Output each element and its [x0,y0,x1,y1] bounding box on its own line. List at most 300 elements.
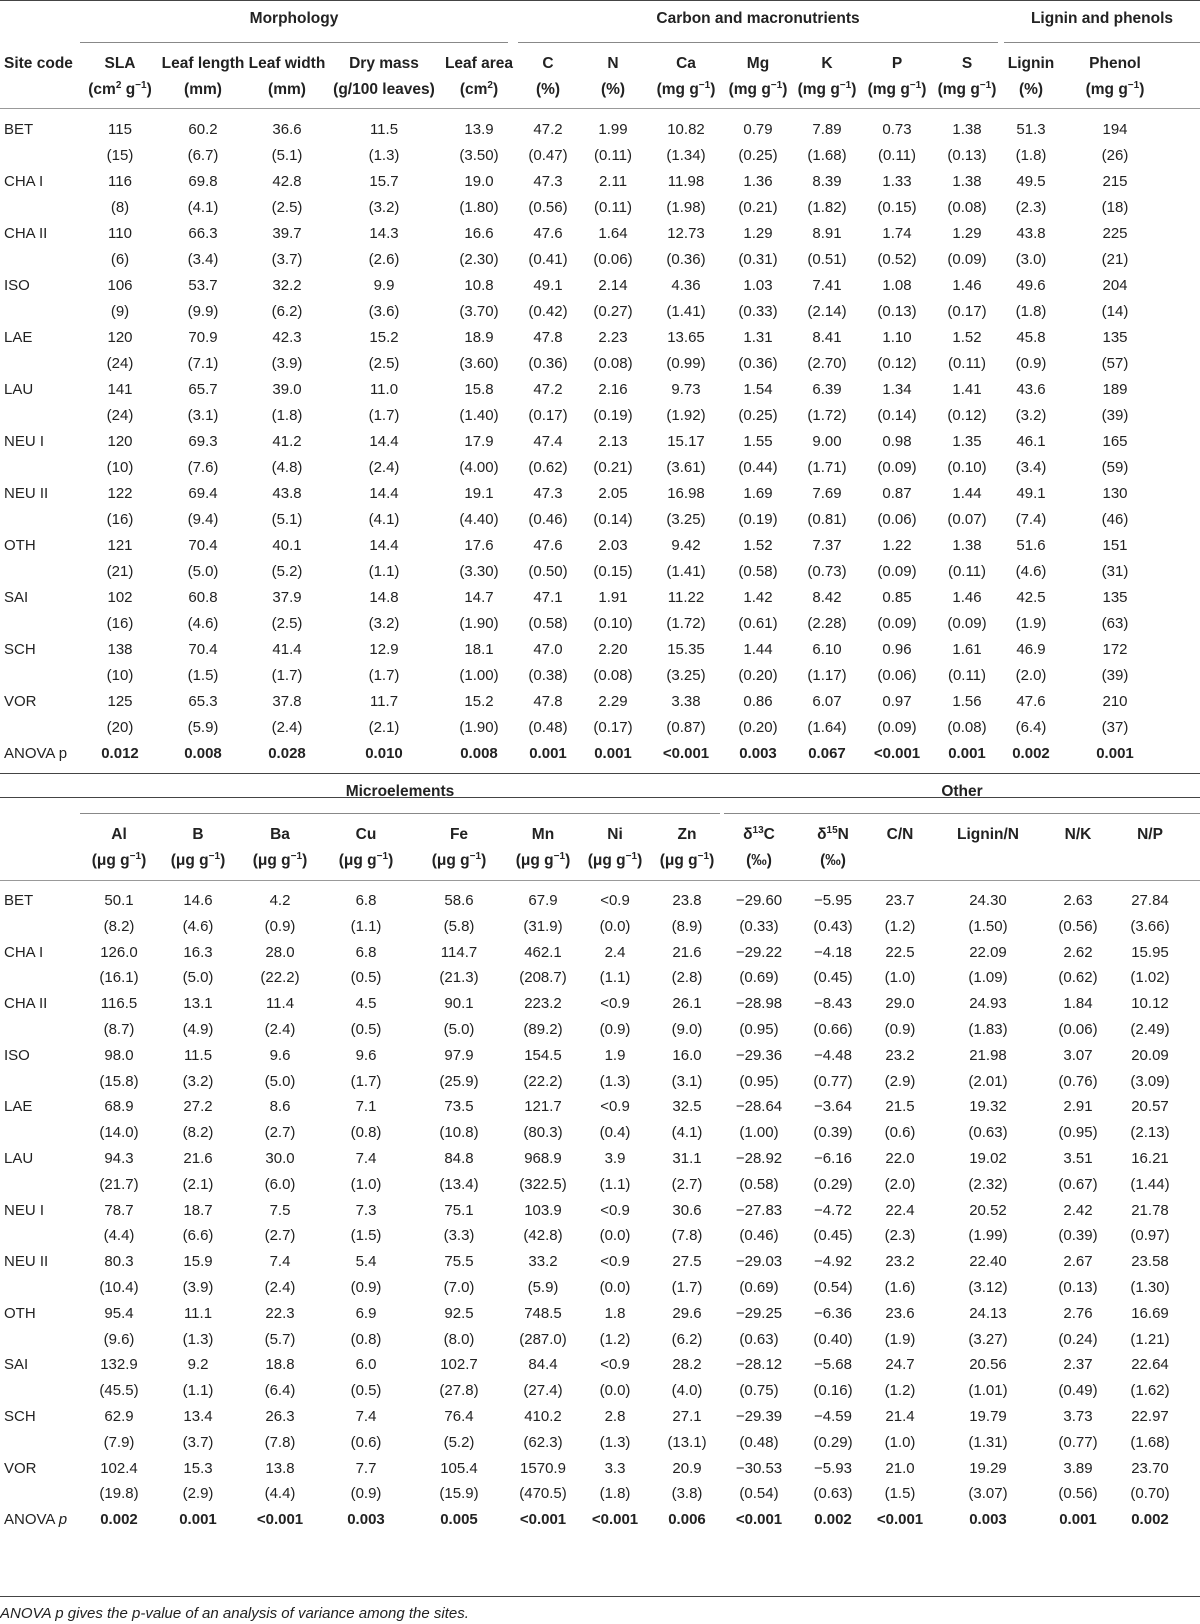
mean-value: <0.9 [600,1356,630,1374]
column-header [796,822,870,874]
sd-value: (10) [106,667,134,684]
sd-value: (0.13) [877,303,917,320]
mean-value: 14.7 [464,589,494,606]
mean-value: 67.9 [528,892,558,909]
site-code: VOR [4,1459,37,1477]
mean-value: 43.6 [1016,381,1046,398]
mean-value: 19.0 [464,173,494,190]
sd-value: (1.5) [187,667,219,684]
mean-value: 1.31 [743,329,773,346]
mean-value: 223.2 [524,995,562,1013]
mean-value: 14.4 [369,433,399,450]
sd-value: (0.9) [1015,355,1047,372]
group-morphology: Morphology [249,10,339,27]
mean-value: 27.1 [672,1408,702,1425]
header-superscript: 2 [487,79,493,91]
mean-value: 21.98 [969,1046,1007,1064]
anova-p-value: <0.001 [873,745,921,762]
mean-value: 135 [1102,329,1128,346]
mean-value: 13.8 [265,1459,295,1477]
mean-value: −5.68 [814,1356,852,1374]
mean-value: 1.9 [604,1046,626,1064]
mean-value: 15.9 [183,1253,213,1271]
sd-value: (7.1) [187,355,219,372]
mean-value: 50.1 [104,892,134,909]
header-line-1 [238,822,322,848]
sd-value: (57) [1101,355,1129,372]
sd-value: (2.0) [1015,667,1047,684]
header-text: Phenol [1089,55,1141,72]
site-code: NEU I [4,433,45,450]
table-row-sd [0,559,1200,585]
anova-label-text: ANOVA [4,1511,59,1529]
sd-value: (2.3) [1015,199,1047,216]
sd-value: (0.61) [738,615,778,632]
sd-value: (1.2) [884,1382,916,1400]
sd-value: (24) [106,407,134,424]
mean-value: 3.73 [1063,1408,1093,1425]
sd-value: (1.1) [182,1382,214,1400]
mean-value: 135 [1102,589,1128,606]
mean-value: 7.41 [812,277,842,294]
sd-value: (3.0) [1015,251,1047,268]
header-text: Ni [607,826,623,843]
sd-value: (9.0) [671,1021,703,1038]
header-line-1 [792,51,862,77]
sd-value: (0.08) [593,355,633,372]
mean-value: 125 [107,693,133,710]
sd-value: (4.6) [187,615,219,632]
sd-value: (1.99) [968,1227,1008,1245]
sd-value: (0.19) [593,407,633,424]
sd-value: (0.52) [877,251,917,268]
sd-value: (0.95) [1058,1124,1098,1142]
header-superscript: −1 [553,850,566,862]
sd-value: (3.30) [459,563,499,580]
header-unit: (%) [535,81,561,98]
column-header [440,51,518,103]
header-unit: (μg g [659,852,698,869]
mean-value: 2.03 [598,537,628,554]
sd-value: (3.4) [187,251,219,268]
header-superscript: −1 [129,850,142,862]
table-row [0,481,1200,507]
header-line-1 [508,822,578,848]
table-row-sd [0,914,1200,940]
mean-value: −5.93 [814,1459,852,1477]
header-line-2 [80,848,158,874]
mean-value: −6.36 [814,1304,852,1322]
sd-value: (0.11) [947,563,987,580]
mean-value: 47.1 [533,589,563,606]
sd-value: (3.9) [182,1279,214,1296]
header-text: C [763,826,775,843]
sd-value: (0.36) [528,355,568,372]
mean-value: 19.29 [969,1459,1007,1477]
table-row [0,1198,1200,1224]
sd-value: (1.00) [739,1124,779,1142]
mean-value: 13.4 [183,1408,213,1425]
mean-value: 20.9 [672,1459,702,1477]
sd-value: (22.2) [523,1072,563,1090]
sd-value: (0.6) [884,1124,916,1142]
table-row [0,273,1200,299]
mean-value: 47.6 [533,225,563,242]
mean-value: 40.1 [272,537,302,554]
table-row [0,325,1200,351]
sd-value: (1.7) [368,407,400,424]
mean-value: 15.95 [1131,943,1169,961]
header-line-1 [724,51,792,77]
header-line-2 [508,848,578,874]
sd-value: (2.4) [271,719,303,736]
sd-value: (0.40) [813,1330,853,1348]
header-line-2 [1046,848,1110,874]
mean-value: 130 [1102,485,1128,502]
mean-value: 32.5 [672,1098,702,1116]
sd-value: (470.5) [519,1485,567,1503]
sd-value: (1.30) [1130,1279,1170,1296]
sd-value: (1.3) [599,1433,631,1451]
sd-value: (0.08) [593,667,633,684]
mean-value: 0.98 [882,433,912,450]
mean-value: 27.2 [183,1098,213,1116]
sd-value: (7.6) [187,459,219,476]
sd-value: (10.8) [439,1124,479,1142]
sd-value: (0.58) [738,563,778,580]
mean-value: 1.33 [882,173,912,190]
header-line-2 [410,848,508,874]
sd-value: (20) [106,719,134,736]
column-header [722,822,796,874]
mean-value: 49.5 [1016,173,1046,190]
header-line-1 [410,822,508,848]
sd-value: (0.5) [350,1021,382,1038]
mean-value: 21.6 [672,943,702,961]
sd-value: (3.7) [271,251,303,268]
mean-value: 1.69 [743,485,773,502]
mean-value: 60.8 [188,589,218,606]
mean-value: 14.8 [369,589,399,606]
mean-value: 6.39 [812,381,842,398]
column-header [410,822,508,874]
header-unit: (μg g [91,852,130,869]
mean-value: −4.18 [814,943,852,961]
header-unit: ) [710,81,716,98]
sd-value: (0.67) [1058,1175,1098,1193]
sd-value: (0.33) [739,917,779,935]
mean-value: 1.10 [882,329,912,346]
site-code: CHA I [4,943,44,961]
sd-value: (24) [106,355,134,372]
sd-value: (0.17) [947,303,987,320]
table-row [0,169,1200,195]
sd-value: (3.2) [182,1072,214,1090]
sd-value: (2.4) [264,1021,296,1038]
site-code: NEU II [4,485,49,502]
header-unit: (‰) [820,852,846,869]
table-row-sd [0,965,1200,991]
header-line-1 [1002,51,1060,77]
mean-value: 9.00 [812,433,842,450]
anova-p-value: 0.003 [347,1511,385,1529]
sd-value: (3.25) [666,511,706,528]
sd-value: (6.4) [1015,719,1047,736]
table-row-sd [0,1481,1200,1507]
sd-value: (0.63) [813,1485,853,1503]
mean-value: 11.5 [369,121,399,138]
header-unit: (μg g [431,852,470,869]
mean-value: 105.4 [440,1459,478,1477]
header-line-2 [724,77,792,103]
header-text: P [891,55,903,72]
sd-value: (0.29) [813,1433,853,1451]
sd-value: (4.1) [187,199,219,216]
table-row [0,689,1200,715]
header-line-1 [160,51,246,77]
mean-value: 1570.9 [520,1459,566,1477]
mean-value: 12.9 [369,641,399,658]
header-unit: ) [991,81,997,98]
mean-value: 6.8 [355,943,377,961]
sd-value: (31) [1101,563,1129,580]
mean-value: 154.5 [524,1046,562,1064]
sd-value: (21.3) [439,969,479,987]
sd-value: (3.3) [443,1227,475,1245]
header-line-2 [160,77,246,103]
sd-value: (0.56) [1058,1485,1098,1503]
column-header [724,51,792,103]
mean-value: <0.9 [600,892,630,909]
mean-value: 18.7 [183,1201,213,1219]
mean-value: <0.9 [600,995,630,1013]
mean-value: −29.25 [735,1304,783,1322]
sd-value: (6.2) [271,303,303,320]
sd-value: (10.4) [99,1279,139,1296]
table-row [0,533,1200,559]
site-code: SCH [4,1408,36,1425]
mean-value: 1.99 [598,121,628,138]
site-code: LAU [4,381,34,398]
site-code: OTH [4,1304,36,1322]
anova-p-value: 0.010 [365,745,403,762]
column-header [1002,51,1060,103]
sd-value: (1.8) [1015,303,1047,320]
mean-value: −3.64 [814,1098,852,1116]
site-code: BET [4,121,34,138]
table-row-sd [0,611,1200,637]
mean-value: 29.6 [672,1304,702,1322]
sd-value: (3.60) [459,355,499,372]
mean-value: 4.36 [671,277,701,294]
sd-value: (0.11) [877,147,917,164]
header-line-1 [322,822,410,848]
header-text: Lignin [1007,55,1055,72]
mean-value: 92.5 [444,1304,474,1322]
header-text: δ [743,826,753,843]
sd-value: (0.9) [264,917,296,935]
mean-value: 69.4 [188,485,218,502]
table-row [0,377,1200,403]
mean-value: 215 [1102,173,1128,190]
mean-value: 165 [1102,433,1128,450]
mean-value: 3.38 [671,693,701,710]
header-line-2 [648,77,724,103]
header-line-1 [1060,51,1170,77]
sd-value: (0.69) [739,1279,779,1296]
header-text: N/P [1137,826,1163,843]
mean-value: 19.1 [464,485,494,502]
sd-value: (0.08) [947,199,987,216]
header-text: K [821,55,833,72]
sd-value: (0.07) [947,511,987,528]
sd-value: (2.14) [807,303,847,320]
mean-value: 9.6 [269,1046,291,1064]
header-text: C/N [886,826,914,843]
table-row-sd [0,1275,1200,1301]
sd-value: (8.0) [443,1330,475,1348]
anova-p-value: 0.067 [808,745,846,762]
sd-value: (0.48) [528,719,568,736]
header-line-2 [722,848,796,874]
mean-value: −29.60 [735,892,783,909]
sd-value: (2.32) [968,1175,1008,1193]
mean-value: 7.4 [269,1253,291,1271]
mean-value: 42.8 [272,173,302,190]
mean-value: 7.5 [269,1201,291,1219]
anova-p-value: 0.002 [1131,1511,1169,1529]
mean-value: 2.16 [598,381,628,398]
anova-p-value: 0.005 [440,1511,478,1529]
mean-value: 2.62 [1063,943,1093,961]
sd-value: (1.8) [271,407,303,424]
sd-value: (0.42) [528,303,568,320]
sd-value: (1.5) [884,1485,916,1503]
sd-value: (0.25) [738,147,778,164]
anova-p-value: 0.028 [268,745,306,762]
site-code: CHA I [4,173,44,190]
column-header [80,822,158,874]
header-text: N/K [1064,826,1092,843]
header-text: Leaf length [161,55,245,72]
sd-value: (31.9) [523,917,563,935]
sd-value: (6.2) [671,1330,703,1348]
header-line-2 [80,77,160,103]
sd-value: (2.0) [884,1175,916,1193]
sd-value: (4.4) [103,1227,135,1245]
mean-value: 3.07 [1063,1046,1093,1064]
anova-row [0,1507,1200,1533]
anova-p-value: 0.002 [814,1511,852,1529]
sd-value: (2.28) [807,615,847,632]
group-underline [80,42,508,43]
header-unit: (cm [88,81,116,98]
mean-value: 1.29 [952,225,982,242]
header-unit: (mg g [937,81,980,98]
mean-value: 7.3 [355,1201,377,1219]
sd-value: (15.8) [99,1072,139,1090]
sd-value: (0.20) [738,667,778,684]
mean-value: 1.34 [882,381,912,398]
header-unit: ) [637,852,643,869]
sd-value: (0.8) [350,1330,382,1348]
sd-value: (7.4) [1015,511,1047,528]
sd-value: (2.5) [271,199,303,216]
mean-value: −28.98 [735,995,783,1013]
sd-value: (1.1) [599,969,631,987]
sd-value: (0.24) [1058,1330,1098,1348]
sd-value: (21) [1101,251,1129,268]
sd-value: (0.47) [528,147,568,164]
anova-p-value: <0.001 [662,745,710,762]
header-line-1 [440,51,518,77]
sd-value: (2.7) [671,1175,703,1193]
header-unit: ) [388,852,394,869]
sd-value: (4.9) [182,1021,214,1038]
mean-value: 17.6 [464,537,494,554]
sd-value: (37) [1101,719,1129,736]
group-lignin-phenols: Lignin and phenols [1030,10,1174,27]
table-morphology-nutrients [0,0,1200,797]
sd-value: (2.30) [459,251,499,268]
mean-value: 1.91 [598,589,628,606]
mean-value: −4.48 [814,1046,852,1064]
mean-value: 116 [108,173,132,190]
header-superscript: 2 [115,79,122,91]
mean-value: 172 [1102,641,1128,658]
header-line-2 [930,848,1046,874]
sd-value: (8.7) [103,1021,135,1038]
mean-value: 1.41 [952,381,982,398]
sd-value: (5.0) [182,969,214,987]
header-text: N [837,826,849,843]
table-row [0,888,1200,914]
mean-value: 1.35 [952,433,982,450]
header-line-2 [1060,77,1170,103]
mean-value: 3.89 [1063,1459,1093,1477]
mean-value: 36.6 [272,121,302,138]
mean-value: −28.92 [735,1150,783,1167]
sd-value: (2.5) [271,615,303,632]
anova-p-value: 0.001 [1096,745,1134,762]
mean-value: 120 [107,329,133,346]
sd-value: (1.34) [666,147,706,164]
header-line-2 [158,848,238,874]
sd-value: (4.00) [459,459,499,476]
anova-p-value: 0.003 [739,745,777,762]
sd-value: (0.36) [666,251,706,268]
mean-value: 30.0 [265,1150,295,1167]
mean-value: 11.5 [183,1046,213,1064]
mean-value: 47.6 [533,537,563,554]
group-carbon-macronutrients: Carbon and macronutrients [656,10,860,27]
group-underline [1004,42,1200,43]
mean-value: 126.0 [100,943,138,961]
sd-value: (5.0) [187,563,219,580]
group-underline [80,813,720,814]
sd-value: (0.46) [739,1227,779,1245]
sd-value: (0.50) [528,563,568,580]
header-line-2 [246,77,328,103]
header-line-2 [322,848,410,874]
mean-value: 19.02 [969,1150,1007,1167]
header-text: Dry mass [349,55,419,72]
sd-value: (0.13) [1058,1279,1098,1296]
mean-value: 69.3 [188,433,218,450]
sd-value: (1.1) [599,1175,631,1193]
sd-value: (0.9) [350,1279,382,1296]
header-text: B [192,826,204,843]
